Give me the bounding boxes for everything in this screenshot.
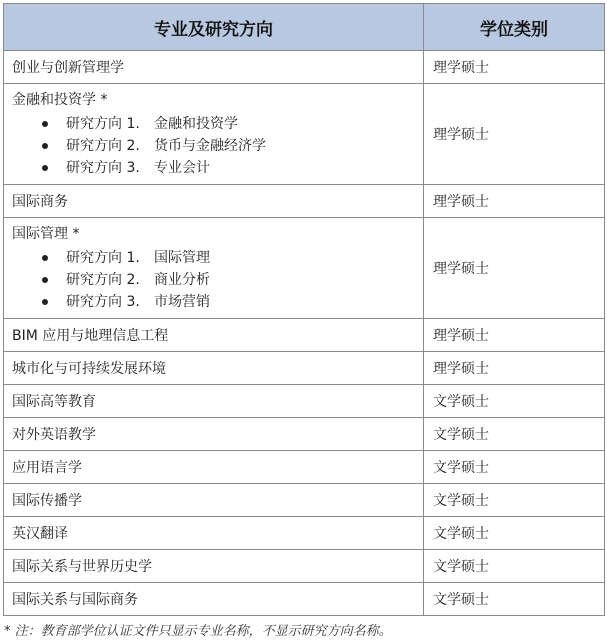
- header-degree: 学位类别: [424, 4, 605, 51]
- program-name: 国际传播学: [4, 484, 424, 517]
- header-program: 专业及研究方向: [4, 4, 424, 51]
- table-row: [4, 550, 605, 583]
- table-header-row: [4, 4, 605, 51]
- program-cell: [4, 84, 424, 185]
- degree-type: 理学硕士: [424, 319, 605, 352]
- degree-type: 文学硕士: [424, 385, 605, 418]
- program-name: 国际高等教育: [4, 385, 424, 418]
- program-name: 创业与创新管理学: [4, 51, 424, 84]
- direction-label: 研究方向 2.: [66, 272, 140, 288]
- bullet-icon: [42, 121, 48, 127]
- direction-label: 研究方向 2.: [66, 138, 140, 154]
- bullet-icon: [42, 165, 48, 171]
- program-name: 英汉翻译: [4, 517, 424, 550]
- list-item: [42, 247, 423, 269]
- programs-table: [3, 3, 605, 616]
- degree-type: 文学硕士: [424, 451, 605, 484]
- list-item: [42, 269, 423, 291]
- program-name: 国际商务: [4, 185, 424, 218]
- degree-type: 理学硕士: [424, 352, 605, 385]
- list-item: [42, 113, 423, 135]
- direction-label: 研究方向 3.: [66, 294, 140, 310]
- degree-type: 理学硕士: [424, 185, 605, 218]
- table-row: [4, 484, 605, 517]
- degree-type: 文学硕士: [424, 418, 605, 451]
- direction-value: 货币与金融经济学: [154, 138, 266, 154]
- table-row: [4, 218, 605, 319]
- bullet-icon: [42, 277, 48, 283]
- table-row: [4, 451, 605, 484]
- footnote: * 注：教育部学位认证文件只显示专业名称，不显示研究方向名称。: [4, 624, 392, 639]
- degree-type: 理学硕士: [424, 51, 605, 84]
- program-name: BIM 应用与地理信息工程: [4, 319, 424, 352]
- direction-value: 市场营销: [154, 294, 210, 310]
- direction-value: 国际管理: [154, 250, 210, 266]
- research-direction-list: [12, 113, 423, 179]
- degree-type: 文学硕士: [424, 517, 605, 550]
- table-row: [4, 319, 605, 352]
- table-row: [4, 517, 605, 550]
- list-item: [42, 135, 423, 157]
- program-cell: [4, 218, 424, 319]
- bullet-icon: [42, 299, 48, 305]
- degree-type: 理学硕士: [424, 218, 605, 319]
- direction-label: 研究方向 1.: [66, 250, 140, 266]
- list-item: [42, 291, 423, 313]
- table-row: [4, 352, 605, 385]
- table-row: [4, 583, 605, 616]
- table-row: [4, 51, 605, 84]
- direction-value: 专业会计: [154, 160, 210, 176]
- program-name: 国际关系与世界历史学: [4, 550, 424, 583]
- degree-type: 文学硕士: [424, 550, 605, 583]
- program-name: 对外英语教学: [4, 418, 424, 451]
- bullet-icon: [42, 143, 48, 149]
- table-row: [4, 385, 605, 418]
- table-row: [4, 185, 605, 218]
- program-name: 国际管理 *: [12, 226, 80, 242]
- program-name: 国际关系与国际商务: [4, 583, 424, 616]
- bullet-icon: [42, 255, 48, 261]
- direction-value: 金融和投资学: [154, 116, 238, 132]
- list-item: [42, 157, 423, 179]
- direction-label: 研究方向 3.: [66, 160, 140, 176]
- table-row: [4, 84, 605, 185]
- direction-value: 商业分析: [154, 272, 210, 288]
- degree-type: 理学硕士: [424, 84, 605, 185]
- program-name: 城市化与可持续发展环境: [4, 352, 424, 385]
- direction-label: 研究方向 1.: [66, 116, 140, 132]
- degree-type: 文学硕士: [424, 583, 605, 616]
- degree-type: 文学硕士: [424, 484, 605, 517]
- program-name: 金融和投资学 *: [12, 92, 108, 108]
- research-direction-list: [12, 247, 423, 313]
- program-name: 应用语言学: [4, 451, 424, 484]
- table-row: [4, 418, 605, 451]
